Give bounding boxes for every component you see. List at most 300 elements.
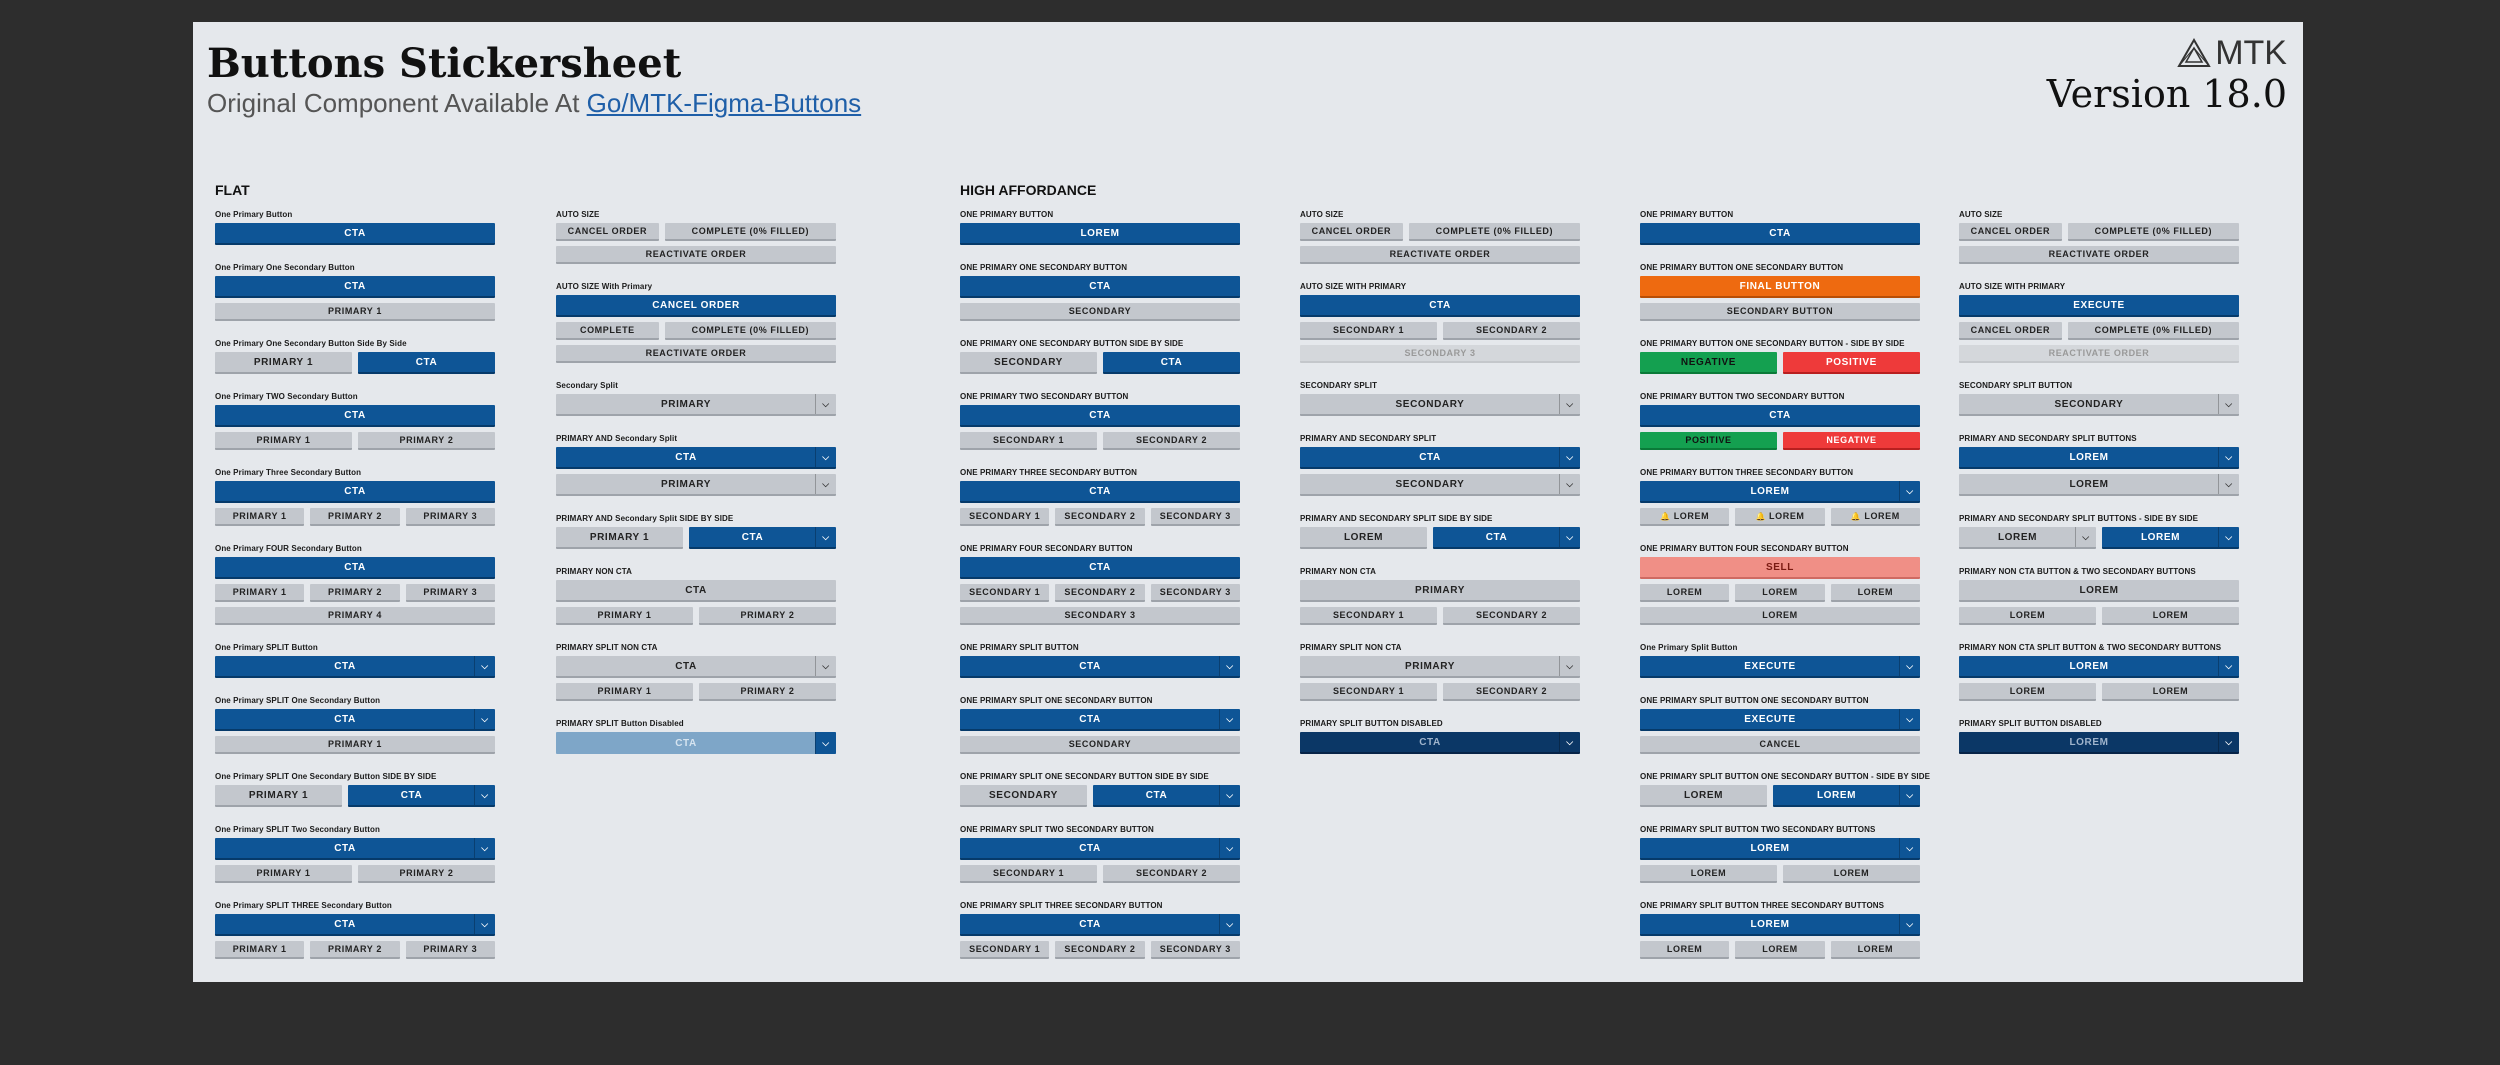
lorem-button[interactable]: LOREM [1640,865,1777,883]
split-label: CTA [1145,789,1168,801]
high-affordance-column-2 [1300,210,1580,772]
secondary-1-button[interactable]: SECONDARY 1 [1300,322,1437,340]
bell-icon: 🔔 [1755,511,1767,521]
group-label: AUTO SIZE With Primary [556,282,653,291]
group-label: ONE PRIMARY THREE SECONDARY BUTTON [960,468,1138,477]
group-split-disabled [1300,719,1580,754]
primary-1-button[interactable]: PRIMARY 1 [556,527,683,549]
group-primary-non-cta [556,567,836,625]
group-label: ONE PRIMARY SPLIT BUTTON [960,643,1079,652]
split-label: SECONDARY [1395,398,1465,410]
split-label: LOREM [2069,660,2109,672]
chevron-down-icon[interactable]: ⌵ [1559,447,1580,467]
figma-link[interactable]: Go/MTK-Figma-Buttons [586,88,862,118]
group-label: AUTO SIZE WITH PRIMARY [1300,282,1407,291]
group-split-side-by-side [1640,772,1931,807]
split-cta-button[interactable] [2102,527,2239,549]
group-primary-non-cta [1300,567,1580,625]
chevron-down-icon[interactable]: ⌵ [474,656,495,676]
cta-button[interactable]: CTA [960,405,1240,427]
split-cta-button[interactable] [960,656,1240,678]
lorem-button[interactable]: LOREM [1783,865,1920,883]
positive-button[interactable]: POSITIVE [1640,432,1777,450]
group-three-secondary [1640,468,1920,526]
split-label: CTA [741,531,764,543]
split-label: EXECUTE [1744,713,1796,725]
split-label: PRIMARY [661,478,711,490]
group-label: ONE PRIMARY SPLIT BUTTON ONE SECONDARY BUTTON [1640,696,1869,705]
lorem-button[interactable]: LOREM [1640,607,1920,625]
chevron-down-icon[interactable]: ⌵ [474,785,495,805]
group-label: PRIMARY NON CTA [556,567,633,576]
lorem-button[interactable]: LOREM [1831,584,1920,602]
lorem-button[interactable]: LOREM [1300,527,1427,549]
cta-button[interactable]: CTA [1103,352,1240,374]
secondary-3-button[interactable]: SECONDARY 3 [1151,941,1240,959]
group-label: ONE PRIMARY BUTTON FOUR SECONDARY BUTTON [1640,544,1849,553]
split-secondary-button[interactable] [1959,527,2096,549]
cancel-order-button[interactable]: CANCEL ORDER [556,223,659,241]
split-cta-button[interactable] [1959,447,2239,469]
group-label: PRIMARY SPLIT BUTTON DISABLED [1959,719,2102,728]
group-label: AUTO SIZE WITH PRIMARY [1959,282,2066,291]
lorem-button[interactable]: LOREM [1735,584,1824,602]
split-label: CTA [1419,451,1441,463]
group-label: SECONDARY SPLIT [1300,381,1378,390]
split-label: CTA [400,789,423,801]
chevron-down-icon[interactable]: ⌵ [1899,785,1920,805]
split-cta-button[interactable] [1093,785,1240,807]
lorem-button[interactable]: LOREM [2102,683,2239,701]
split-cta-button[interactable] [1300,447,1580,469]
split-cta-button[interactable] [1959,656,2239,678]
secondary-2-button[interactable]: SECONDARY 2 [1103,432,1240,450]
flat-column-1 [215,210,495,977]
split-execute-button[interactable] [1640,709,1920,731]
group-negative-positive [1640,339,1920,374]
split-secondary-button[interactable] [1300,394,1580,416]
lorem-button[interactable]: LOREM [1640,941,1729,959]
brand-block [2047,36,2287,116]
group-label: PRIMARY NON CTA BUTTON & TWO SECONDARY BUTTONS [1959,567,2196,576]
group-primary-non-cta [1959,567,2239,625]
chevron-down-icon[interactable]: ⌵ [474,914,495,934]
cta-button[interactable]: CTA [215,481,495,503]
non-cta-button[interactable]: PRIMARY [1300,580,1580,602]
page-title: Buttons Stickersheet [207,40,682,87]
chevron-down-icon[interactable]: ⌵ [1219,709,1240,729]
chevron-down-icon[interactable]: ⌵ [2218,474,2239,494]
chevron-down-icon[interactable]: ⌵ [2218,394,2239,414]
chevron-down-icon[interactable]: ⌵ [1219,785,1240,805]
group-three-secondary [960,468,1240,526]
group-primary-and-secondary-split [556,434,836,496]
section-flat-title: FLAT [215,182,250,198]
secondary-1-button[interactable]: SECONDARY 1 [960,508,1049,526]
positive-button[interactable]: POSITIVE [1783,352,1920,374]
primary-1-button[interactable]: PRIMARY 1 [215,508,304,526]
group-two-secondary [215,392,495,450]
group-label: ONE PRIMARY SPLIT ONE SECONDARY BUTTON [960,696,1153,705]
group-auto-size [556,210,836,264]
group-auto-size [1959,210,2239,264]
secondary-2-button[interactable]: SECONDARY 2 [1103,865,1240,883]
group-split-two-secondary [1640,825,1920,883]
secondary-1-button[interactable]: SECONDARY 1 [960,584,1049,602]
split-label: CTA [1079,713,1101,725]
cta-button[interactable]: CTA [960,276,1240,298]
split-cta-button[interactable] [960,838,1240,860]
secondary-button[interactable]: SECONDARY [960,785,1087,807]
group-label: PRIMARY SPLIT NON CTA [1300,643,1402,652]
split-non-cta-button[interactable] [1300,656,1580,678]
group-one-primary-one-secondary [215,263,495,321]
secondary-button[interactable]: SECONDARY [960,352,1097,374]
page-subtitle [207,88,861,119]
secondary-button[interactable]: SECONDARY BUTTON [1640,303,1920,321]
reactivate-order-button[interactable]: REACTIVATE ORDER [1959,246,2239,264]
primary-1-button[interactable]: PRIMARY 1 [215,352,352,374]
group-four-secondary [960,544,1240,625]
group-label: ONE PRIMARY BUTTON THREE SECONDARY BUTTON [1640,468,1854,477]
cta-button[interactable]: LOREM [960,223,1240,245]
split-label: LOREM [1750,485,1790,497]
group-split-disabled [556,719,836,754]
subtitle-prefix: Original Component Available At [207,88,587,118]
secondary-3-button: SECONDARY 3 [1300,345,1580,363]
split-cta-button[interactable] [215,914,495,936]
split-secondary-button[interactable] [1300,474,1580,496]
split-label: LOREM [2140,531,2181,543]
split-cta-button[interactable] [960,709,1240,731]
chevron-down-icon[interactable]: ⌵ [474,838,495,858]
complete-button[interactable]: COMPLETE (0% FILLED) [665,223,836,241]
primary-3-button[interactable]: PRIMARY 3 [406,584,495,602]
primary-1-button[interactable]: PRIMARY 1 [215,432,352,450]
primary-1-button[interactable]: PRIMARY 1 [215,865,352,883]
group-label: One Primary SPLIT Button [215,643,318,652]
chevron-down-icon[interactable]: ⌵ [1899,914,1920,934]
split-label: CTA [334,660,356,672]
group-label: ONE PRIMARY BUTTON ONE SECONDARY BUTTON [1640,263,1844,272]
primary-1-button[interactable]: PRIMARY 1 [215,303,495,321]
split-cta-button[interactable] [1640,481,1920,503]
complete-button[interactable]: COMPLETE (0% FILLED) [1409,223,1580,241]
chevron-down-icon[interactable]: ⌵ [474,709,495,729]
group-label: PRIMARY SPLIT Button Disabled [556,719,684,728]
primary-2-button[interactable]: PRIMARY 2 [358,865,495,883]
group-label: AUTO SIZE [1300,210,1344,219]
chevron-down-icon[interactable]: ⌵ [1559,474,1580,494]
cancel-order-button[interactable]: CANCEL ORDER [1959,322,2062,340]
split-non-cta-button[interactable] [556,656,836,678]
secondary-3-button[interactable]: SECONDARY 3 [1151,584,1240,602]
group-split-one-secondary [215,696,495,754]
group-label: ONE PRIMARY SPLIT BUTTON THREE SECONDARY BUTTONS [1640,901,1885,910]
split-label: PRIMARY [661,398,711,410]
chevron-down-icon[interactable]: ⌵ [815,527,836,547]
group-split-disabled [1959,719,2239,754]
group-split [215,643,495,678]
group-label: SECONDARY SPLIT BUTTON [1959,381,2073,390]
split-label: LOREM [1750,918,1790,930]
chevron-down-icon[interactable]: ⌵ [1219,656,1240,676]
split-secondary-button[interactable] [556,474,836,496]
primary-3-button[interactable]: PRIMARY 3 [406,508,495,526]
logo-text: MTK [2215,34,2287,72]
secondary-4-button[interactable]: SECONDARY 3 [960,607,1240,625]
non-cta-button[interactable]: CTA [556,580,836,602]
secondary-2-button[interactable]: SECONDARY 2 [1055,508,1144,526]
chevron-down-icon[interactable]: ⌵ [815,394,836,414]
complete-button[interactable]: COMPLETE [556,322,659,340]
primary-1-button[interactable]: PRIMARY 1 [215,941,304,959]
chevron-down-icon[interactable]: ⌵ [1899,709,1920,729]
primary-2-button[interactable]: PRIMARY 2 [699,607,836,625]
group-primary-and-secondary-split [1300,434,1580,496]
group-one-primary [1640,210,1920,245]
cta-button[interactable]: CTA [1640,405,1920,427]
group-label: ONE PRIMARY ONE SECONDARY BUTTON [960,263,1128,272]
split-label: LOREM [2069,451,2109,463]
primary-2-button[interactable]: PRIMARY 2 [358,432,495,450]
primary-2-button[interactable]: PRIMARY 2 [699,683,836,701]
primary-2-button[interactable]: PRIMARY 2 [310,584,399,602]
group-label: PRIMARY AND SECONDARY SPLIT SIDE BY SIDE [1300,514,1493,523]
group-label: One Primary FOUR Secondary Button [215,544,362,553]
cancel-order-button[interactable]: CANCEL ORDER [1300,223,1403,241]
split-label: SECONDARY [2054,398,2124,410]
group-split-two-secondary [960,825,1240,883]
secondary-1-button[interactable]: SECONDARY 1 [1300,683,1437,701]
primary-1-button[interactable]: PRIMARY 1 [556,607,693,625]
split-label: CTA [675,737,697,749]
group-label: ONE PRIMARY SPLIT TWO SECONDARY BUTTON [960,825,1154,834]
group-label: ONE PRIMARY BUTTON [1640,210,1734,219]
group-split-three-secondary [960,901,1240,959]
negative-button[interactable]: NEGATIVE [1640,352,1777,374]
group-auto-size [1300,210,1580,264]
lorem-bell-button[interactable] [1735,508,1824,526]
split-label: CTA [1485,531,1508,543]
primary-1-button[interactable]: PRIMARY 1 [556,683,693,701]
group-label: PRIMARY SPLIT BUTTON DISABLED [1300,719,1443,728]
group-label: ONE PRIMARY TWO SECONDARY BUTTON [960,392,1129,401]
group-label: PRIMARY NON CTA SPLIT BUTTON & TWO SECONDARY BUTTONS [1959,643,2222,652]
secondary-2-button[interactable]: SECONDARY 2 [1055,584,1144,602]
reactivate-order-button[interactable]: REACTIVATE ORDER [1300,246,1580,264]
chevron-down-icon[interactable]: ⌵ [815,474,836,494]
group-split-one-secondary [1640,696,1920,754]
cancel-order-button[interactable]: CANCEL ORDER [1959,223,2062,241]
negative-button[interactable]: NEGATIVE [1783,432,1920,450]
split-secondary-button[interactable] [556,394,836,416]
split-cta-button[interactable] [556,447,836,469]
group-primary-secondary-split-side [556,514,836,549]
secondary-1-button[interactable]: SECONDARY 1 [960,941,1049,959]
primary-4-button[interactable]: PRIMARY 4 [215,607,495,625]
cancel-button[interactable]: CANCEL [1640,736,1920,754]
lorem-button[interactable]: LOREM [1640,584,1729,602]
group-three-secondary [215,468,495,526]
split-cta-button[interactable] [689,527,836,549]
split-secondary-button[interactable] [1959,474,2239,496]
chevron-down-icon[interactable]: ⌵ [1559,527,1580,547]
sell-button[interactable]: SELL [1640,557,1920,579]
cta-button[interactable]: CTA [215,557,495,579]
secondary-1-button[interactable]: SECONDARY 1 [960,865,1097,883]
group-label: One Primary SPLIT One Secondary Button [215,696,381,705]
chevron-down-icon: ⌵ [2218,732,2239,752]
secondary-1-button[interactable]: SECONDARY 1 [1300,607,1437,625]
execute-button[interactable]: EXECUTE [1959,295,2239,317]
lorem-bell-button[interactable] [1831,508,1920,526]
group-auto-size-primary [556,282,836,363]
button-label: LOREM [1769,511,1805,521]
secondary-1-button[interactable]: SECONDARY 1 [960,432,1097,450]
primary-3-button[interactable]: PRIMARY 3 [406,941,495,959]
group-split-side-by-side [215,772,495,807]
split-label: CTA [1079,918,1101,930]
chevron-down-icon[interactable]: ⌵ [2218,447,2239,467]
split-cta-button[interactable] [960,914,1240,936]
lorem-button[interactable]: LOREM [1959,607,2096,625]
split-label: CTA [334,842,356,854]
split-cta-button[interactable] [348,785,495,807]
split-label: CTA [1419,736,1441,748]
primary-1-button[interactable]: PRIMARY 1 [215,736,495,754]
chevron-down-icon[interactable]: ⌵ [1219,838,1240,858]
split-cta-button[interactable] [1640,914,1920,936]
group-primary-and-secondary-split [1959,434,2239,496]
split-label: LOREM [2069,478,2109,490]
group-primary-non-cta-split [1959,643,2239,701]
high-affordance-column-3 [1640,210,1931,977]
stickersheet-canvas [193,22,2303,982]
group-one-primary [215,210,495,245]
secondary-button[interactable]: SECONDARY [960,736,1240,754]
reactivate-order-button[interactable]: REACTIVATE ORDER [556,345,836,363]
group-split-one-secondary [960,696,1240,754]
lorem-button[interactable]: LOREM [1959,683,2096,701]
group-label: One Primary One Secondary Button Side By Side [215,339,407,348]
cta-button[interactable]: CTA [215,223,495,245]
cta-button[interactable]: CTA [960,557,1240,579]
secondary-2-button[interactable]: SECONDARY 2 [1443,683,1580,701]
cta-button[interactable]: CTA [358,352,495,374]
mtk-logo [2047,36,2287,70]
group-secondary-split [556,381,836,416]
group-label: ONE PRIMARY SPLIT BUTTON TWO SECONDARY BUTTONS [1640,825,1876,834]
chevron-down-icon[interactable]: ⌵ [815,447,836,467]
split-label: EXECUTE [1744,660,1796,672]
group-final-button [1640,263,1920,321]
chevron-down-icon[interactable]: ⌵ [2218,656,2239,676]
group-one-primary [960,210,1240,245]
chevron-down-icon[interactable]: ⌵ [1559,394,1580,414]
secondary-3-button[interactable]: SECONDARY 3 [1151,508,1240,526]
primary-2-button[interactable]: PRIMARY 2 [310,941,399,959]
chevron-down-icon[interactable]: ⌵ [2218,527,2239,547]
group-four-secondary [215,544,495,625]
group-label: PRIMARY NON CTA [1300,567,1377,576]
lorem-bell-button[interactable] [1640,508,1729,526]
group-auto-size-primary [1300,282,1580,363]
split-cta-button[interactable] [215,838,495,860]
chevron-down-icon[interactable]: ⌵ [1899,481,1920,501]
chevron-down-icon[interactable]: ⌵ [1899,838,1920,858]
cta-button[interactable]: CTA [215,276,495,298]
split-execute-button[interactable] [1640,656,1920,678]
split-label: LOREM [1750,842,1790,854]
secondary-2-button[interactable]: SECONDARY 2 [1055,941,1144,959]
cta-button[interactable]: CTA [960,481,1240,503]
split-label: CTA [1079,842,1101,854]
complete-button[interactable]: COMPLETE (0% FILLED) [2068,223,2239,241]
cta-button[interactable]: CTA [1640,223,1920,245]
non-cta-button[interactable]: LOREM [1959,580,2239,602]
split-label: LOREM [2069,736,2109,748]
flat-column-2 [556,210,836,772]
section-high-affordance-title: HIGH AFFORDANCE [960,182,1097,198]
group-label: PRIMARY AND Secondary Split [556,434,678,443]
primary-2-button[interactable]: PRIMARY 2 [310,508,399,526]
button-label: LOREM [1864,511,1900,521]
group-label: AUTO SIZE [1959,210,2003,219]
primary-1-button[interactable]: PRIMARY 1 [215,785,342,807]
split-cta-button[interactable] [215,656,495,678]
secondary-2-button[interactable]: SECONDARY 2 [1443,607,1580,625]
primary-1-button[interactable]: PRIMARY 1 [215,584,304,602]
group-label: One Primary SPLIT THREE Secondary Button [215,901,392,910]
group-label: PRIMARY AND SECONDARY SPLIT [1300,434,1437,443]
group-primary-split-non-cta [556,643,836,701]
group-four-secondary [1640,544,1920,625]
split-cta-button[interactable] [1773,785,1920,807]
group-label: ONE PRIMARY SPLIT BUTTON ONE SECONDARY BUTTON - SIDE BY SIDE [1640,772,1931,781]
chevron-down-icon[interactable]: ⌵ [1559,656,1580,676]
lorem-button[interactable]: LOREM [1735,941,1824,959]
group-label: One Primary Split Button [1640,643,1738,652]
split-cta-button[interactable] [215,709,495,731]
split-cta-button[interactable] [1433,527,1580,549]
split-label: CTA [675,660,697,672]
cta-button[interactable]: CTA [1300,295,1580,317]
group-label: AUTO SIZE [556,210,600,219]
version-label: Version 18.0 [2046,72,2287,116]
secondary-button[interactable]: SECONDARY [960,303,1240,321]
complete-filled-button[interactable]: COMPLETE (0% FILLED) [665,322,836,340]
lorem-button[interactable]: LOREM [1831,941,1920,959]
split-cta-button[interactable] [1640,838,1920,860]
chevron-down-icon[interactable]: ⌵ [815,656,836,676]
chevron-down-icon[interactable]: ⌵ [1899,656,1920,676]
reactivate-order-button[interactable]: REACTIVATE ORDER [556,246,836,264]
split-label: LOREM [1997,531,2038,543]
lorem-button[interactable]: LOREM [1640,785,1767,807]
secondary-2-button[interactable]: SECONDARY 2 [1443,322,1580,340]
chevron-down-icon[interactable]: ⌵ [2075,527,2096,547]
lorem-button[interactable]: LOREM [2102,607,2239,625]
complete-button[interactable]: COMPLETE (0% FILLED) [2068,322,2239,340]
cancel-order-button[interactable]: CANCEL ORDER [556,295,836,317]
chevron-down-icon[interactable]: ⌵ [1219,914,1240,934]
group-label: One Primary Three Secondary Button [215,468,362,477]
group-label: PRIMARY AND SECONDARY SPLIT BUTTONS [1959,434,2137,443]
split-secondary-button[interactable] [1959,394,2239,416]
final-button[interactable]: FINAL BUTTON [1640,276,1920,298]
cta-button[interactable]: CTA [215,405,495,427]
